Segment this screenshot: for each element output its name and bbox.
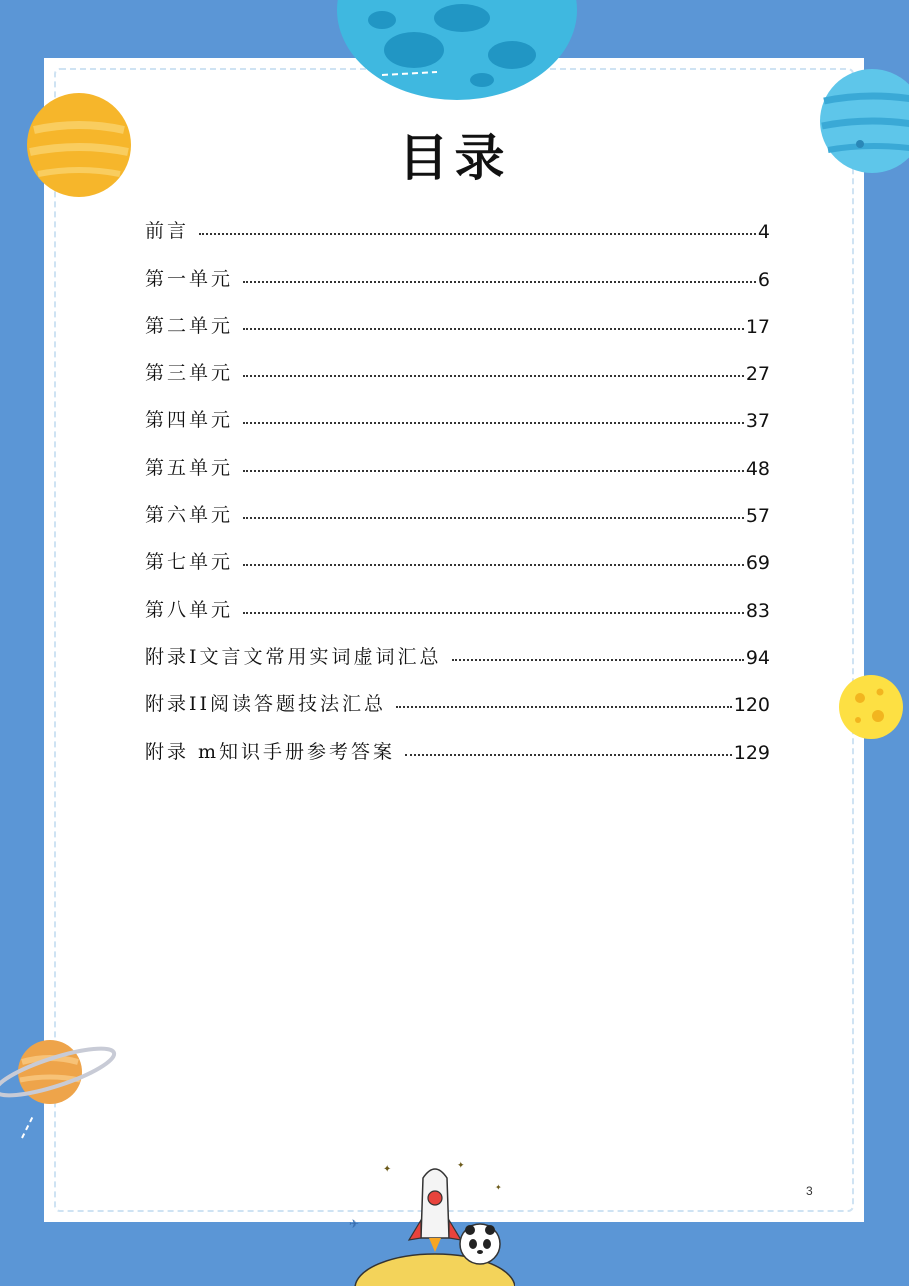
toc-row-unit-7[interactable] bbox=[145, 527, 770, 574]
toc-leader-dots bbox=[243, 375, 744, 377]
toc-label: 附录II阅读答题技法汇总 bbox=[145, 693, 387, 716]
table-of-contents bbox=[145, 196, 770, 764]
toc-leader-dots bbox=[405, 754, 732, 756]
toc-leader-dots bbox=[243, 612, 744, 614]
toc-page-number: 6 bbox=[757, 268, 770, 291]
toc-leader-dots bbox=[243, 564, 744, 566]
svg-text:✈: ✈ bbox=[349, 1217, 360, 1231]
toc-label: 第二单元 bbox=[145, 314, 234, 337]
toc-label: 第五单元 bbox=[145, 456, 234, 479]
toc-leader-dots bbox=[243, 281, 756, 283]
toc-leader-dots bbox=[243, 517, 744, 519]
toc-page-number: 120 bbox=[733, 694, 770, 717]
toc-leader-dots bbox=[199, 233, 756, 235]
svg-text:✦: ✦ bbox=[457, 1161, 465, 1171]
toc-leader-dots bbox=[452, 659, 744, 661]
blue-planet-icon bbox=[322, 0, 592, 100]
ringed-planet-icon bbox=[0, 1030, 120, 1140]
toc-row-appendix-3[interactable] bbox=[145, 716, 770, 763]
toc-label: 第六单元 bbox=[145, 504, 234, 527]
toc-page-number: 83 bbox=[745, 599, 770, 622]
toc-label: 第四单元 bbox=[145, 409, 234, 432]
svg-text:✦: ✦ bbox=[495, 1183, 502, 1192]
toc-label: 第八单元 bbox=[145, 598, 234, 621]
toc-page-number: 129 bbox=[733, 741, 770, 764]
toc-page-number: 4 bbox=[757, 221, 770, 244]
panda-astronaut-icon bbox=[452, 1218, 508, 1274]
toc-row-preface[interactable] bbox=[145, 196, 770, 243]
toc-page-number: 17 bbox=[745, 315, 770, 338]
toc-row-unit-5[interactable] bbox=[145, 432, 770, 479]
toc-row-unit-1[interactable] bbox=[145, 243, 770, 290]
yellow-moon-icon bbox=[836, 672, 906, 742]
toc-row-unit-8[interactable] bbox=[145, 574, 770, 621]
toc-page-number: 94 bbox=[745, 646, 770, 669]
toc-label: 附录I文言文常用实词虚词汇总 bbox=[145, 645, 442, 668]
page-number: 3 bbox=[806, 1184, 813, 1198]
toc-row-unit-6[interactable] bbox=[145, 480, 770, 527]
page-title: 目录 bbox=[398, 129, 511, 187]
toc-label: 第一单元 bbox=[145, 267, 234, 290]
toc-leader-dots bbox=[396, 706, 732, 708]
toc-label: 附录 m知识手册参考答案 bbox=[145, 740, 396, 763]
toc-leader-dots bbox=[243, 470, 744, 472]
toc-row-unit-3[interactable] bbox=[145, 338, 770, 385]
toc-row-appendix-2[interactable] bbox=[145, 669, 770, 716]
toc-row-unit-2[interactable] bbox=[145, 291, 770, 338]
toc-label: 第三单元 bbox=[145, 362, 234, 385]
toc-page-number: 37 bbox=[745, 410, 770, 433]
toc-row-unit-4[interactable] bbox=[145, 385, 770, 432]
toc-row-appendix-1[interactable] bbox=[145, 622, 770, 669]
toc-label: 前言 bbox=[145, 220, 190, 243]
toc-leader-dots bbox=[243, 328, 744, 330]
toc-label: 第七单元 bbox=[145, 551, 234, 574]
toc-page-number: 27 bbox=[745, 363, 770, 386]
toc-page-number: 57 bbox=[745, 505, 770, 528]
svg-text:✦: ✦ bbox=[383, 1164, 392, 1175]
toc-page-number: 69 bbox=[745, 552, 770, 575]
toc-leader-dots bbox=[243, 422, 744, 424]
toc-page-number: 48 bbox=[745, 457, 770, 480]
